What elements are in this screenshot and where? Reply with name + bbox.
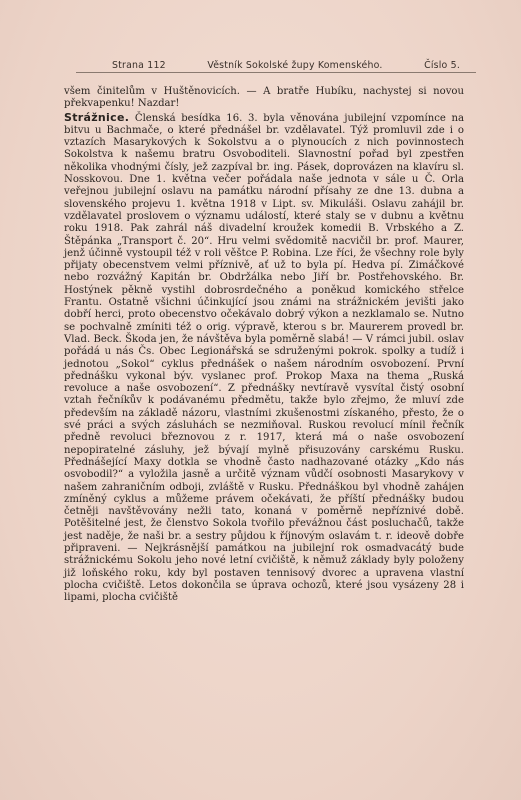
running-header bbox=[112, 60, 460, 71]
page-number: Strana 112 bbox=[112, 60, 166, 71]
header-rule bbox=[76, 72, 476, 73]
section-text: Členská besídka 16. 3. byla věnována jubilejní vzpomínce na bitvu u Bachmače, o které přednášel br. vzdělavatel. Týž promluvil zde i o vztazích Masarykových k Sokolstvu a o plynoucích z nich povinnostech Sokolstva k našemu bratru Osvoboditeli. Slavnostní pořad byl zpestřen několika vhodnými čísly, jež zazpíval br. ing. Pásek, doprovázen na klavíru sl. Nosskovou. Dne 1. května večer pořádala naše jednota v sále u Č. Orla veřejnou jubilejní oslavu na památku národní přísahy ze dne 13. dubna a slovenského projevu 1. května 1918 v Lipt. sv. Mikuláši. Oslavu zahájil br. vzdělavatel proslovem o významu událostí, které staly se v dubnu a květnu roku 1918. Pak zahrál náš divadelní kroužek komedii B. Vrbského a Z. Štěpánka „Transport č. 20“. Hru velmi svědomitě nacvičil br. prof. Maurer, jenž účinně vystoupil též v roli věštce P. Robina. Lze říci, že všechny role byly přijaty obecenstvem velmi příznivě, ať už to byla pí. Hedva pí. Zimáčkové nebo rozvážný Kapitán br. Obdržálka nebo Jiří br. Postřehovského. Br. Hostýnek pěkně vystihl dobrosrdečného a poněkud komického střelce Frantu. Ostatně všichni účinkující jsou známi na strážnickém jevišti jako dobří herci, proto obecenstvo očekávalo dobrý výkon a nezklamalo se. Nutno se pochvalně zmíniti též o orig. výpravě, kterou s br. Maurerem provedl br. Vlad. Beck. Škoda jen, že návštěva byla poměrně slabá! — V rámci jubil. oslav pořádá u nás Čs. Obec Legionářská se sdruženými pokrok. spolky a tudíž i jednotou „Sokol“ cyklus přednášek o našem národním osvobození. První přednášku vykonal býv. vyslanec prof. Prokop Maxa na thema „Ruská revoluce a naše osvobození“. Z přednášky nevtíravě vysvítal čistý osobní vztah řečníkův k podávanému předmětu, takže bylo zřejmo, že mluví zde především na základě názoru, vlastními zkušenostmi získaného, přesto, že o své práci a svých zásluhách se nezmiňoval. Ruskou revolucí mínil řečník předně revoluci březnovou z r. 1917, která má o naše osvobození nepopiratelné zásluhy, jež bývají mylně přisuzovány carskému Rusku. Přednášející Maxy dotkla se vhodně často nadhazované otázky „Kdo nás osvobodil?“ a vyložila jasně a určitě význam vůdčí osobnosti Masarykovy v našem zahraničním odboji, zvláště v Rusku. Přednáškou byl vhodně zahájen zmíněný cyklus a můžeme právem očekávati, že příští přednášky budou četněji navštěvovány nežli tato, konaná v poměrně nepříznivé době. Potěšitelné jest, že členstvo Sokola tvořilo převážnou část posluchačů, takže jest naděje, že naši br. a sestry půjdou k říjnovým oslavám t. r. ideově dobře připraveni. — Nejkrásnější památkou na jubilejní rok osmadvacátý bude strážnickému Sokolu jeho nové letní cvičiště, k němuž základy byly položeny již loňského roku, kdy byl postaven tennisový dvorec a upravena vlastní plocha cvičiště. Letos dokončila se úprava ochozů, které jsou vysázeny 28 i lipami, plocha cvičiště bbox=[64, 112, 464, 604]
intro-paragraph: všem činitelům v Huštěnovicích. — A bratře Hubíku, nachystej si novou překvapenku! Nazdar! bbox=[64, 86, 464, 110]
issue-number: Číslo 5. bbox=[424, 60, 460, 71]
publication-title: Věstník Sokolské župy Komenského. bbox=[207, 60, 383, 71]
section-title: Strážnice. bbox=[64, 110, 130, 124]
section-paragraph bbox=[64, 112, 464, 605]
article-body bbox=[64, 86, 464, 604]
